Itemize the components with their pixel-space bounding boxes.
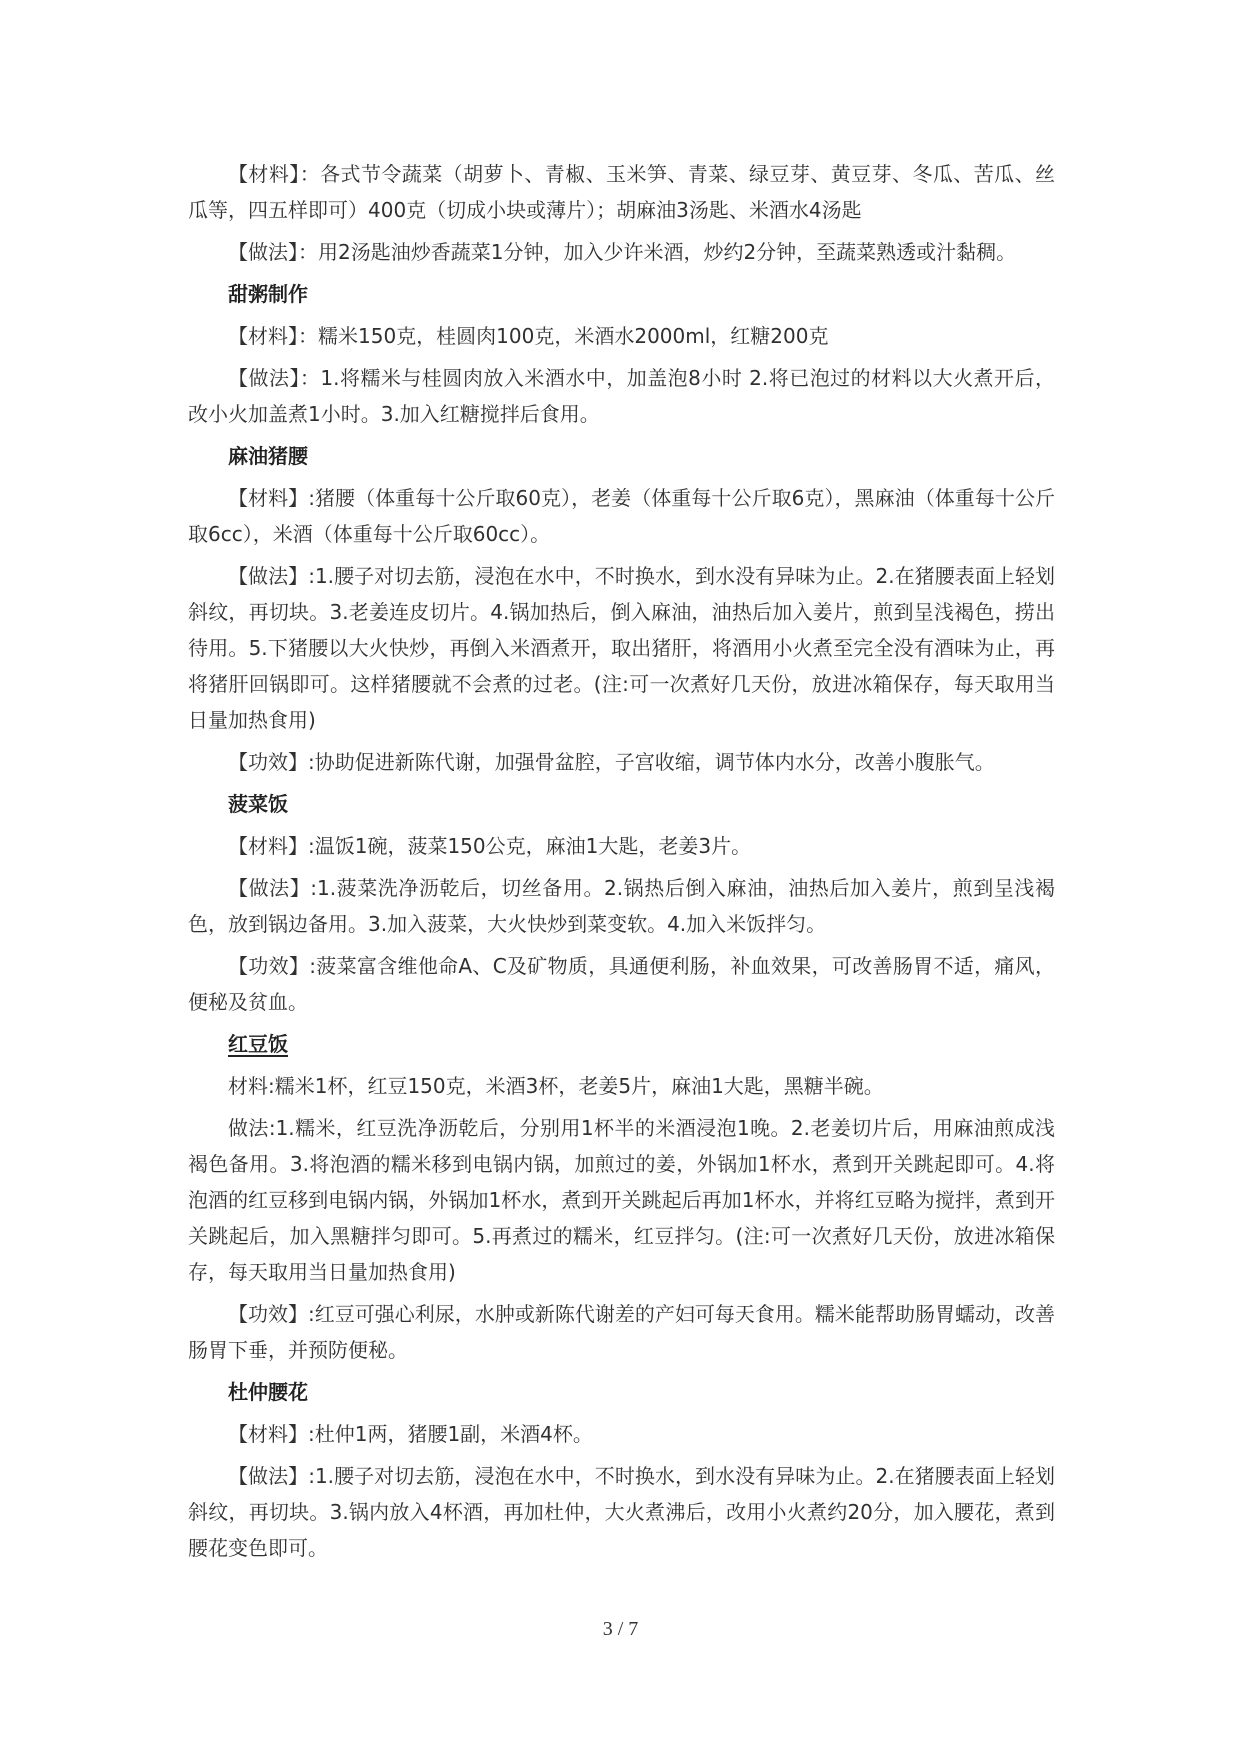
paragraph: 【做法】:1.腰子对切去筋，浸泡在水中，不时换水，到水没有异味为止。2.在猪腰表面上轻划斜纹，再切块。3.老姜连皮切片。4.锅加热后，倒入麻油，油热后加入姜片，煎到呈浅褐色，捞出待用。5.下猪腰以大火快炒，再倒入米酒煮开，取出猪肝，将酒用小火煮至完全没有酒味为止，再将猪肝回锅即可。这样猪腰就不会煮的过老。(注:可一次煮好几天份，放进冰箱保存，每天取用当日量加热食用) [188, 564, 1055, 732]
paragraph: 【材料】:猪腰（体重每十公斤取60克），老姜（体重每十公斤取6克），黑麻油（体重每十公斤取6cc），米酒（体重每十公斤取60cc）。 [188, 486, 1055, 546]
paragraph: 【功效】:红豆可强心利尿，水肿或新陈代谢差的产妇可每天食用。糯米能帮助肠胃蠕动，改善肠胃下垂，并预防便秘。 [188, 1302, 1055, 1362]
paragraph: 【材料】：糯米150克，桂圆肉100克，米酒水2000ml，红糖200克 [228, 324, 829, 348]
paragraph: 【功效】:协助促进新陈代谢，加强骨盆腔，子宫收缩，调节体内水分，改善小腹胀气。 [228, 750, 995, 774]
paragraph: 【做法】：1.将糯米与桂圆肉放入米酒水中，加盖泡8小时 2.将已泡过的材料以大火煮开后，改小火加盖煮1小时。3.加入红糖搅拌后食用。 [188, 366, 1055, 426]
paragraph: 【做法】：用2汤匙油炒香蔬菜1分钟，加入少许米酒，炒约2分钟，至蔬菜熟透或汁黏稠。 [228, 240, 1017, 264]
section-heading: 菠菜饭 [228, 792, 288, 816]
section-heading: 杜仲腰花 [228, 1380, 308, 1404]
paragraph: 【做法】:1.腰子对切去筋，浸泡在水中，不时换水，到水没有异味为止。2.在猪腰表面上轻划斜纹，再切块。3.锅内放入4杯酒，再加杜仲，大火煮沸后，改用小火煮约20分，加入腰花，煮到腰花变色即可。 [188, 1464, 1055, 1560]
paragraph: 【功效】:菠菜富含维他命A、C及矿物质，具通便利肠，补血效果，可改善肠胃不适，痛风，便秘及贫血。 [188, 954, 1055, 1014]
paragraph: 【材料】：各式节令蔬菜（胡萝卜、青椒、玉米笋、青菜、绿豆芽、黄豆芽、冬瓜、苦瓜、丝瓜等，四五样即可）400克（切成小块或薄片）；胡麻油3汤匙、米酒水4汤匙 [188, 162, 1055, 222]
paragraph: 【材料】:温饭1碗，菠菜150公克，麻油1大匙，老姜3片。 [228, 834, 752, 858]
paragraph: 【材料】:杜仲1两，猪腰1副，米酒4杯。 [228, 1422, 593, 1446]
paragraph: 材料:糯米1杯，红豆150克，米酒3杯，老姜5片，麻油1大匙，黑糖半碗。 [228, 1074, 884, 1098]
section-heading: 红豆饭 [228, 1032, 288, 1056]
page-number: 3 / 7 [602, 1618, 639, 1640]
section-heading: 甜粥制作 [228, 282, 308, 306]
paragraph: 【做法】:1.菠菜洗净沥乾后，切丝备用。2.锅热后倒入麻油，油热后加入姜片，煎到呈浅褐色，放到锅边备用。3.加入菠菜，大火快炒到菜变软。4.加入米饭拌匀。 [188, 876, 1055, 936]
paragraph: 做法:1.糯米，红豆洗净沥乾后，分别用1杯半的米酒浸泡1晚。2.老姜切片后，用麻油煎成浅褐色备用。3.将泡酒的糯米移到电锅内锅，加煎过的姜，外锅加1杯水，煮到开关跳起即可。4.将泡酒的红豆移到电锅内锅，外锅加1杯水，煮到开关跳起后再加1杯水，并将红豆略为搅拌，煮到开关跳起后，加入黑糖拌匀即可。5.再煮过的糯米，红豆拌匀。(注:可一次煮好几天份，放进冰箱保存，每天取用当日量加热食用) [188, 1116, 1055, 1284]
document-body [188, 156, 1055, 1572]
section-heading: 麻油猪腰 [228, 444, 308, 468]
